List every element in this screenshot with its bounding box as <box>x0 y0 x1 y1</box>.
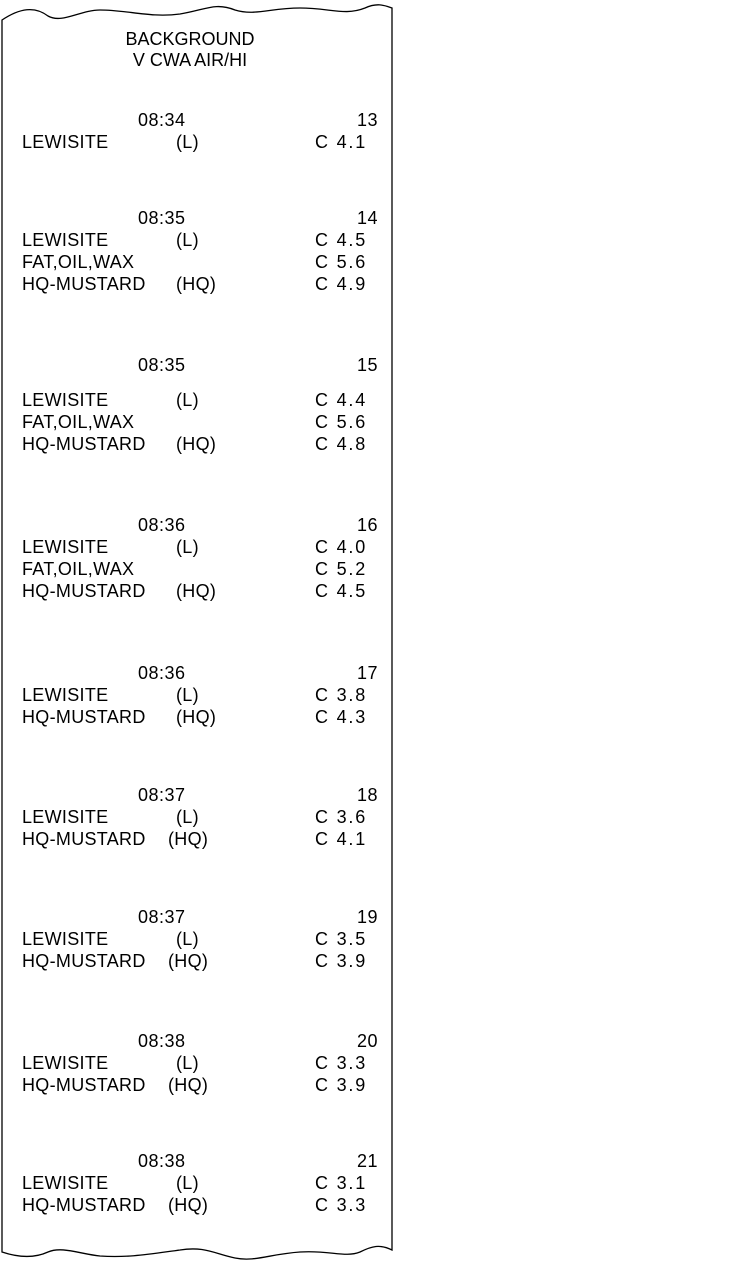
agent-name: LEWISITE <box>22 132 109 152</box>
agent-tag: (HQ) <box>176 581 217 601</box>
agent-value: C 3.5 <box>315 929 368 949</box>
entry-sequence-number: 18 <box>356 785 378 805</box>
agent-name: HQ-MUSTARD <box>22 434 146 454</box>
agent-value: C 4.3 <box>315 707 368 727</box>
entry-block <box>0 784 400 904</box>
agent-name: FAT,OIL,WAX <box>22 559 135 579</box>
entry-block <box>0 514 400 634</box>
entry-time: 08:35 <box>138 355 186 375</box>
entry-time: 08:37 <box>138 785 186 805</box>
entry-sequence-number: 21 <box>356 1151 378 1171</box>
entry-sequence-number: 15 <box>356 355 378 375</box>
entry-sequence-number: 20 <box>356 1031 378 1051</box>
agent-value: C 3.3 <box>315 1053 368 1073</box>
agent-tag: (HQ) <box>168 1075 209 1095</box>
entry-block <box>0 906 400 1026</box>
entry-time: 08:38 <box>138 1031 186 1051</box>
agent-value: C 3.8 <box>315 685 368 705</box>
entry-time: 08:37 <box>138 907 186 927</box>
agent-name: HQ-MUSTARD <box>22 581 146 601</box>
entry-time: 08:36 <box>138 515 186 535</box>
agent-tag: (HQ) <box>168 951 209 971</box>
agent-name: HQ-MUSTARD <box>22 274 146 294</box>
agent-name: LEWISITE <box>22 390 109 410</box>
agent-tag: (HQ) <box>176 434 217 454</box>
agent-name: HQ-MUSTARD <box>22 1195 146 1215</box>
agent-tag: (HQ) <box>168 1195 209 1215</box>
report-title: BACKGROUND <box>125 29 255 49</box>
entry-time: 08:38 <box>138 1151 186 1171</box>
agent-tag: (HQ) <box>176 274 217 294</box>
entry-sequence-number: 19 <box>356 907 378 927</box>
agent-name: FAT,OIL,WAX <box>22 412 135 432</box>
entry-sequence-number: 14 <box>356 208 378 228</box>
entry-time: 08:35 <box>138 208 186 228</box>
entry-block <box>0 207 400 327</box>
entry-sequence-number: 13 <box>356 110 378 130</box>
agent-name: HQ-MUSTARD <box>22 707 146 727</box>
agent-name: LEWISITE <box>22 685 109 705</box>
agent-value: C 4.0 <box>315 537 368 557</box>
agent-name: HQ-MUSTARD <box>22 1075 146 1095</box>
entry-time: 08:36 <box>138 663 186 683</box>
agent-value: C 3.1 <box>315 1173 368 1193</box>
agent-name: LEWISITE <box>22 929 109 949</box>
agent-tag: (L) <box>176 807 199 827</box>
entry-block <box>0 354 400 474</box>
agent-value: C 4.8 <box>315 434 368 454</box>
agent-name: LEWISITE <box>22 1053 109 1073</box>
agent-value: C 5.6 <box>315 252 368 272</box>
agent-value: C 4.5 <box>315 581 368 601</box>
agent-value: C 4.1 <box>315 132 368 152</box>
agent-value: C 3.3 <box>315 1195 368 1215</box>
report-subtitle: V CWA AIR/HI <box>132 50 248 70</box>
agent-tag: (HQ) <box>168 829 209 849</box>
agent-name: LEWISITE <box>22 537 109 557</box>
entry-block <box>0 662 400 782</box>
agent-tag: (L) <box>176 685 199 705</box>
agent-value: C 3.9 <box>315 1075 368 1095</box>
agent-name: LEWISITE <box>22 807 109 827</box>
agent-value: C 4.9 <box>315 274 368 294</box>
agent-tag: (L) <box>176 929 199 949</box>
agent-value: C 5.6 <box>315 412 368 432</box>
entry-sequence-number: 16 <box>356 515 378 535</box>
agent-value: C 4.5 <box>315 230 368 250</box>
agent-tag: (L) <box>176 537 199 557</box>
agent-value: C 3.6 <box>315 807 368 827</box>
agent-tag: (L) <box>176 132 199 152</box>
agent-value: C 4.4 <box>315 390 368 410</box>
agent-value: C 5.2 <box>315 559 368 579</box>
agent-name: FAT,OIL,WAX <box>22 252 135 272</box>
agent-name: LEWISITE <box>22 1173 109 1193</box>
entry-sequence-number: 17 <box>356 663 378 683</box>
agent-tag: (HQ) <box>176 707 217 727</box>
entry-block <box>0 1030 400 1150</box>
agent-tag: (L) <box>176 1053 199 1073</box>
agent-tag: (L) <box>176 390 199 410</box>
agent-tag: (L) <box>176 230 199 250</box>
entry-time: 08:34 <box>138 110 186 130</box>
agent-name: LEWISITE <box>22 230 109 250</box>
agent-value: C 4.1 <box>315 829 368 849</box>
agent-name: HQ-MUSTARD <box>22 951 146 971</box>
agent-name: HQ-MUSTARD <box>22 829 146 849</box>
agent-value: C 3.9 <box>315 951 368 971</box>
entry-block <box>0 1150 400 1270</box>
agent-tag: (L) <box>176 1173 199 1193</box>
